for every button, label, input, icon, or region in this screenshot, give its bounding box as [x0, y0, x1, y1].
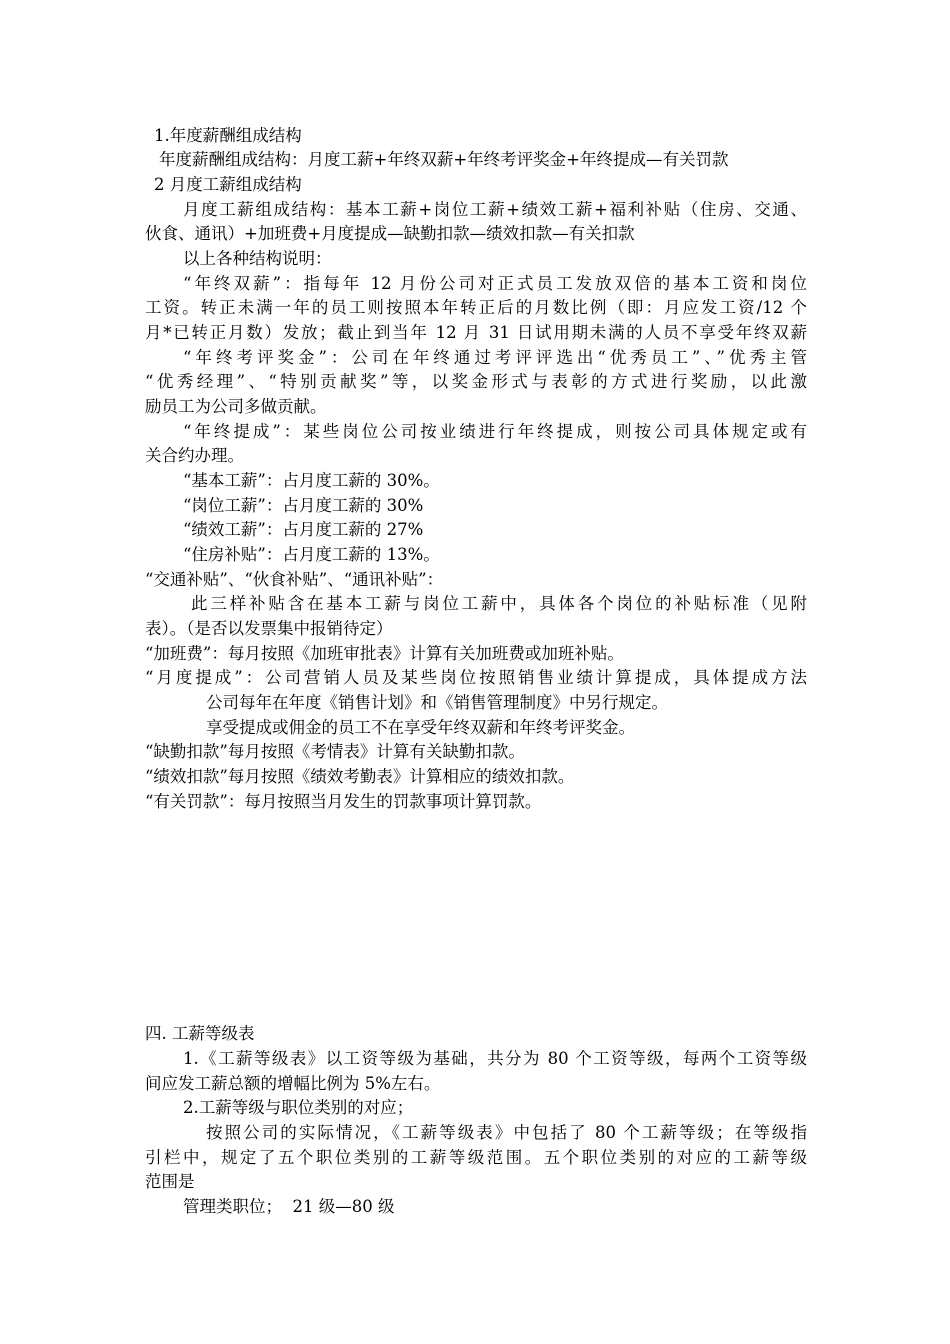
paragraph-line: “交通补贴”、“伙食补贴”、“通讯补贴”：: [145, 570, 444, 589]
heading-annual-structure: 1.年度薪酬组成结构: [154, 126, 302, 145]
paragraph-line: “缺勤扣款”每月按照《考情表》计算有关缺勤扣款。: [145, 742, 525, 761]
heading-salary-grade-table: 四. 工薪等级表: [145, 1024, 255, 1043]
paragraph-line: 公司每年在年度《销售计划》和《销售管理制度》中另行规定。: [206, 693, 668, 712]
paragraph-line: 伙食、通讯）+加班费+月度提成—缺勤扣款—绩效扣款—有关扣款: [145, 224, 635, 243]
paragraph-line: 工资。转正未满一年的员工则按照本年转正后的月数比例（即：月应发工资/12 个: [145, 298, 807, 317]
paragraph-line: 此三样补贴含在基本工薪与岗位工薪中，具体各个岗位的补贴标准（见附: [191, 594, 807, 613]
paragraph-line: “岗位工薪”：占月度工薪的 30%: [183, 496, 424, 515]
paragraph-line: 按照公司的实际情况，《工薪等级表》中包括了 80 个工薪等级；在等级指: [206, 1123, 807, 1142]
paragraph-line: 关合约办理。: [145, 446, 244, 465]
paragraph-line: 1.《工薪等级表》以工资等级为基础，共分为 80 个工资等级，每两个工资等级: [183, 1049, 807, 1068]
paragraph-line: “年终提成”：某些岗位公司按业绩进行年终提成，则按公司具体规定或有: [183, 422, 807, 441]
paragraph-line: 2.工薪等级与职位类别的对应；: [183, 1098, 414, 1117]
paragraph-line: 引栏中，规定了五个职位类别的工薪等级范围。五个职位类别的对应的工薪等级: [145, 1148, 807, 1167]
paragraph-line: 以上各种结构说明：: [183, 249, 332, 268]
paragraph-line: “年终考评奖金”：公司在年终通过考评评选出“优秀员工”、”优秀主管: [183, 348, 807, 367]
paragraph-line: “住房补贴”：占月度工薪的 13%。: [183, 545, 440, 564]
paragraph-line: “绩效扣款”每月按照《绩效考勤表》计算相应的绩效扣款。: [145, 767, 575, 786]
paragraph-line: 月度工薪组成结构：基本工薪+岗位工薪+绩效工薪+福利补贴（住房、交通、: [183, 200, 807, 219]
paragraph-line: “绩效工薪”：占月度工薪的 27%: [183, 520, 424, 539]
paragraph-line: 月*已转正月数）发放；截止到当年 12 月 31 日试用期未满的人员不享受年终双薪: [145, 323, 807, 342]
heading-monthly-structure: 2 月度工薪组成结构: [154, 175, 302, 194]
paragraph-line: 范围是: [145, 1172, 195, 1191]
paragraph-line: 励员工为公司多做贡献。: [145, 397, 327, 416]
paragraph-line: 管理类职位； 21 级—80 级: [183, 1197, 395, 1216]
paragraph-line: “加班费”：每月按照《加班审批表》计算有关加班费或加班补贴。: [145, 644, 624, 663]
paragraph-line: 年度薪酬组成结构：月度工薪+年终双薪+年终考评奖金+年终提成—有关罚款: [159, 150, 729, 169]
paragraph-line: 表）。（是否以发票集中报销待定）: [145, 619, 393, 638]
paragraph-line: “基本工薪”：占月度工薪的 30%。: [183, 471, 440, 490]
paragraph-line: “月度提成”：公司营销人员及某些岗位按照销售业绩计算提成，具体提成方法: [145, 668, 807, 687]
paragraph-line: 间应发工薪总额的增幅比例为 5%左右。: [145, 1074, 441, 1093]
paragraph-line: “优秀经理”、“特别贡献奖”等，以奖金形式与表彰的方式进行奖励，以此激: [145, 372, 807, 391]
paragraph-line: “有关罚款”：每月按照当月发生的罚款事项计算罚款。: [145, 792, 542, 811]
paragraph-line: 享受提成或佣金的员工不在享受年终双薪和年终考评奖金。: [206, 718, 635, 737]
paragraph-line: “年终双薪”：指每年 12 月份公司对正式员工发放双倍的基本工资和岗位: [183, 274, 807, 293]
